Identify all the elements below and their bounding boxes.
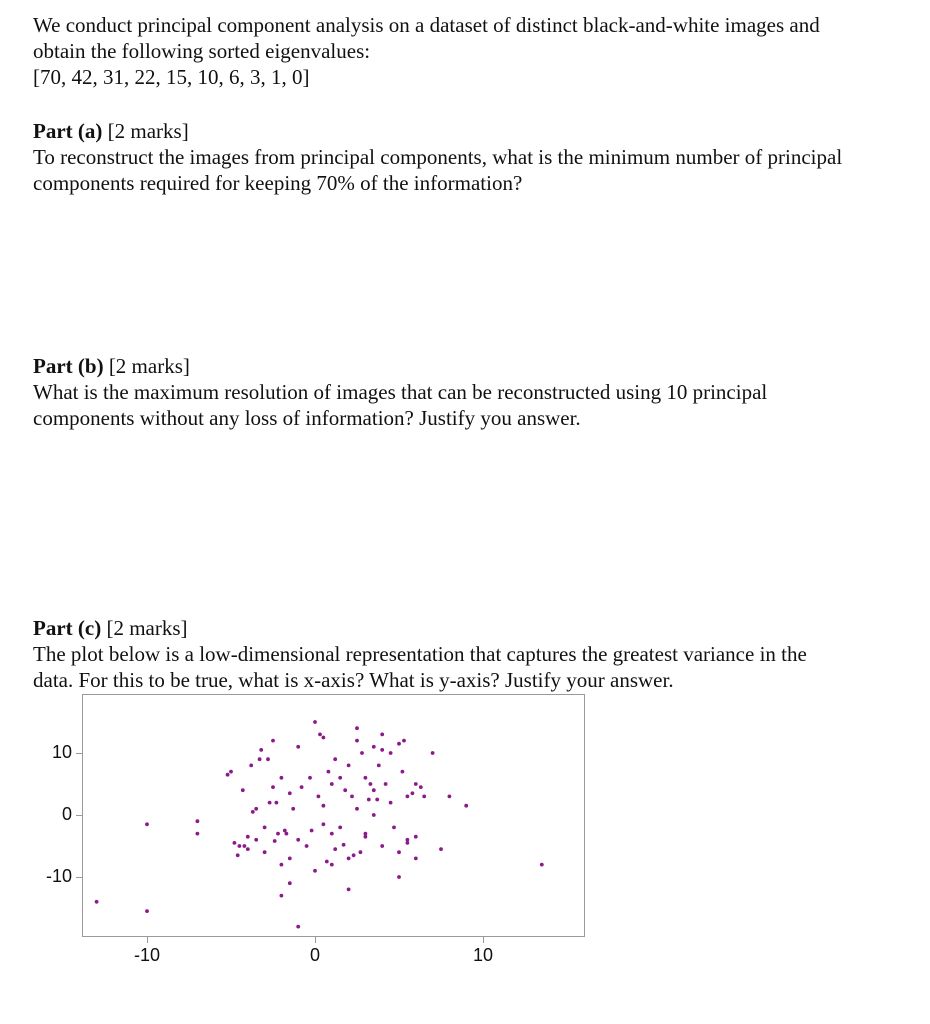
scatter-point [313,720,317,724]
scatter-point [291,807,295,811]
scatter-point [367,798,371,802]
scatter-point [422,795,426,799]
scatter-point [313,869,317,873]
scatter-point [389,751,393,755]
scatter-point [296,745,300,749]
scatter-point [276,832,280,836]
x-tick-label: 0 [309,945,320,965]
scatter-point [342,843,346,847]
scatter-point [327,770,331,774]
scatter-point [241,788,245,792]
scatter-point [338,826,342,830]
scatter-point [359,850,363,854]
scatter-point [352,853,356,857]
scatter-point [333,757,337,761]
scatter-point [285,832,289,836]
scatter-point [271,785,275,789]
scatter-point [330,782,334,786]
scatter-point [377,764,381,768]
scatter-point [238,844,242,848]
scatter-point [375,798,379,802]
x-tick-label: 10 [472,945,494,965]
scatter-point [251,810,255,814]
scatter-point [372,788,376,792]
scatter-point [414,782,418,786]
scatter-point [258,757,262,761]
scatter-point [322,804,326,808]
scatter-point [397,850,401,854]
scatter-point [364,832,368,836]
scatter-point [275,801,279,805]
part-b-line-2: components without any loss of information? Justify you answer. [33,406,581,430]
scatter-point [406,795,410,799]
scatter-point [322,822,326,826]
part-c-heading: Part (c) [33,616,102,640]
scatter-point [347,857,351,861]
part-a-heading: Part (a) [33,119,103,143]
scatter-point [288,857,292,861]
part-c-line-1: The plot below is a low-dimensional representation that captures the greatest variance in the [33,642,807,666]
scatter-point [249,764,253,768]
scatter-point [271,739,275,743]
scatter-point [380,844,384,848]
scatter-point [392,826,396,830]
scatter-point [280,894,284,898]
scatter-point [364,776,368,780]
scatter-point [266,757,270,761]
scatter-point [259,748,263,752]
scatter-point [360,751,364,755]
scatter-point [397,875,401,879]
part-a-line-1: To reconstruct the images from principal components, what is the minimum number of principal [33,145,843,169]
scatter-point [325,860,329,864]
scatter-point [196,832,200,836]
scatter-point [372,813,376,817]
scatter-point [347,764,351,768]
scatter-point [317,795,321,799]
scatter-point [402,739,406,743]
scatter-point [384,782,388,786]
part-a-line-2: components required for keeping 70% of the information? [33,171,523,195]
scatter-point [318,733,322,737]
scatter-point [280,776,284,780]
scatter-point [243,844,247,848]
scatter-point [350,795,354,799]
part-b-heading: Part (b) [33,354,104,378]
scatter-point [355,739,359,743]
part-c-marks: [2 marks] [106,616,188,640]
scatter-point [330,863,334,867]
scatter-point [310,829,314,833]
scatter-point [236,853,240,857]
scatter-point [280,863,284,867]
scatter-point [246,835,250,839]
part-a-marks: [2 marks] [107,119,189,143]
scatter-point [308,776,312,780]
y-tick-label: -10 [45,866,72,886]
scatter-point [246,847,250,851]
scatter-point [464,804,468,808]
x-tick-label: -10 [133,945,160,965]
scatter-point [196,819,200,823]
scatter-point [414,835,418,839]
scatter-point [254,807,258,811]
scatter-point [229,770,233,774]
scatter-point [288,881,292,885]
y-tick-label: 0 [61,804,72,824]
scatter-point [355,726,359,730]
scatter-point [300,785,304,789]
scatter-point [268,801,272,805]
scatter-point [296,925,300,929]
scatter-point [226,773,230,777]
scatter-point [322,736,326,740]
scatter-point [439,847,443,851]
scatter-point [95,900,99,904]
scatter-point [540,863,544,867]
scatter-point [380,748,384,752]
scatter-point [397,742,401,746]
scatter-point [338,776,342,780]
scatter-point [263,850,267,854]
scatter-point [296,838,300,842]
scatter-point [406,841,410,845]
scatter-point [145,909,149,913]
scatter-point [273,839,277,843]
scatter-point [343,788,347,792]
scatter-point [419,785,423,789]
scatter-point [333,847,337,851]
intro-line-2: obtain the following sorted eigenvalues: [33,39,371,63]
scatter-point [305,844,309,848]
scatter-point [372,745,376,749]
scatter-point [369,782,373,786]
scatter-point [448,795,452,799]
part-b-marks: [2 marks] [108,354,190,378]
scatter-point [145,822,149,826]
scatter-point [431,751,435,755]
intro-line-1: We conduct principal component analysis on a dataset of distinct black-and-white images and [33,13,820,37]
scatter-point [263,826,267,830]
y-tick-label: 10 [51,742,72,762]
scatter-point [330,832,334,836]
scatter-point [380,733,384,737]
scatter-point [254,838,258,842]
scatter-point [414,857,418,861]
scatter-point [401,770,405,774]
eigenvalues: [70, 42, 31, 22, 15, 10, 6, 3, 1, 0] [33,65,310,89]
scatter-point [288,791,292,795]
scatter-point [347,888,351,892]
scatter-point [355,807,359,811]
scatter-point [411,791,415,795]
part-b-line-1: What is the maximum resolution of images that can be reconstructed using 10 principal [33,380,768,404]
scatter-point [389,801,393,805]
scatter-point [233,841,237,845]
part-c-line-2: data. For this to be true, what is x-axis? What is y-axis? Justify your answer. [33,668,674,692]
